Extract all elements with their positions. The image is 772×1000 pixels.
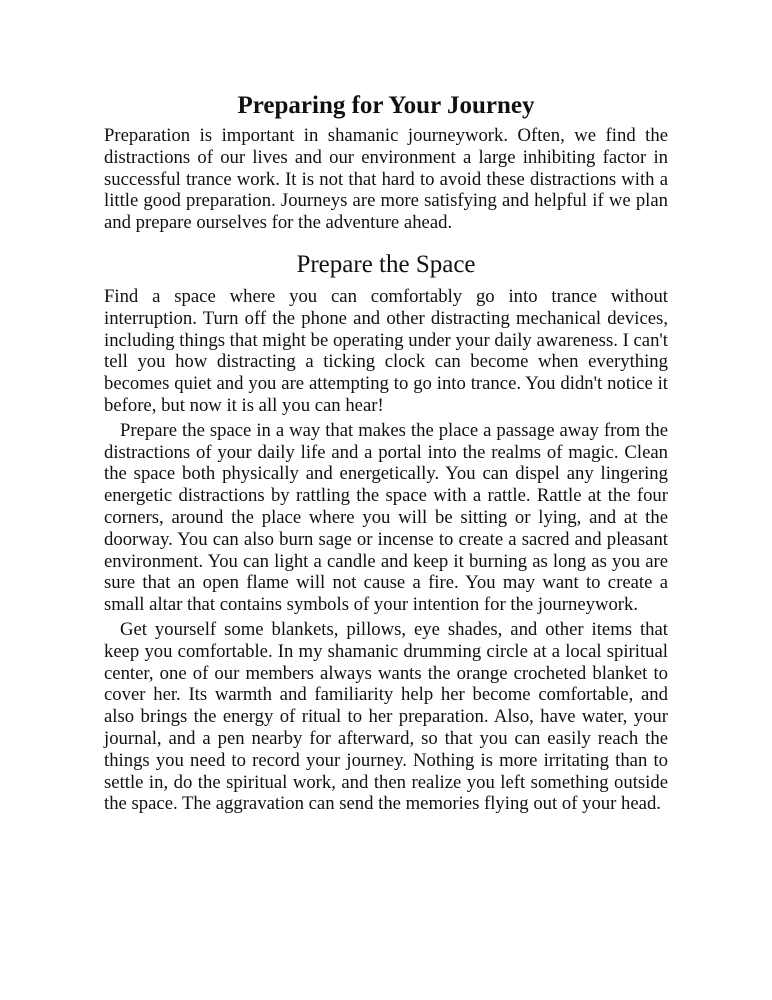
body-paragraph: Find a space where you can comfortably go into trance without interruption. Turn off the phone and other distracting mechanical devices, including things that might be operating under your daily awareness. I can't tell you how distracting a ticking clock can become when everything becomes quiet and you are attempting to go into trance. You didn't notice it before, but now it is all you can hear! <box>104 285 668 416</box>
document-page <box>104 88 668 815</box>
intro-paragraph: Preparation is important in shamanic journeywork. Often, we find the distractions of our lives and our environment a large inhibiting factor in successful trance work. It is not that hard to avoid these distractions with a little good preparation. Journeys are more satisfying and helpful if we plan and prepare ourselves for the adventure ahead. <box>104 125 668 234</box>
body-paragraph: Get yourself some blankets, pillows, eye shades, and other items that keep you comfortable. In my shamanic drumming circle at a local spiritual center, one of our members always wants the orange crocheted blanket to cover her. Its warmth and familiarity help her become comfortable, and also brings the energy of ritual to her preparation. Also, have water, your journal, and a pen nearby for afterward, so that you can easily reach the things you need to record your journey. Nothing is more irritating than to settle in, do the spiritual work, and then realize you left something outside the space. The aggravation can send the memories flying out of your head. <box>104 618 668 815</box>
body-paragraph: Prepare the space in a way that makes the place a passage away from the distractions of your daily life and a portal into the realms of magic. Clean the space both physically and energetically. You can dispel any lingering energetic distractions by rattling the space with a rattle. Rattle at the four corners, around the place where you will be sitting or lying, and at the doorway. You can also burn sage or incense to create a sacred and pleasant environment. You can light a candle and keep it burning as long as you are sure that an open flame will not cause a fire. You may want to create a small altar that contains symbols of your intention for the journeywork. <box>104 419 668 616</box>
section-heading: Prepare the Space <box>296 250 476 278</box>
page-title: Preparing for Your Journey <box>237 92 535 119</box>
